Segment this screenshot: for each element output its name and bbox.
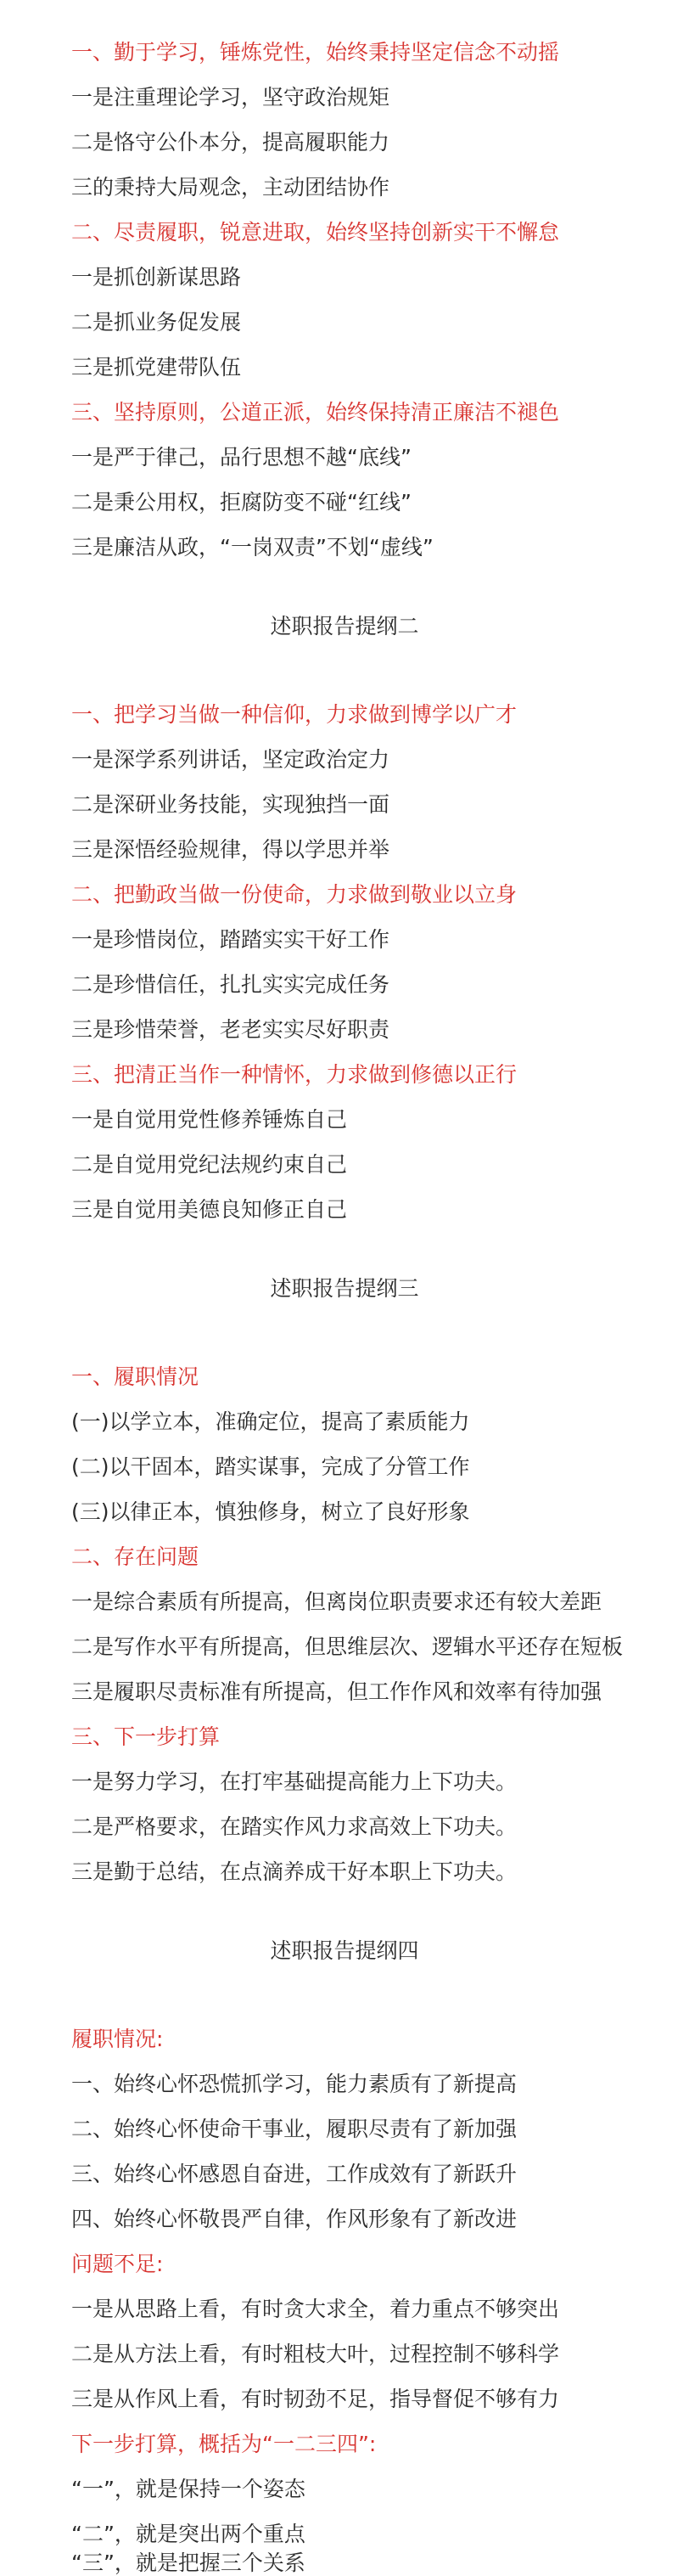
outline-2-title: 述职报告提纲二 (270, 614, 419, 638)
outline-2-heading-2: 二、把勤政当做一份使命，力求做到敬业以立身 (71, 882, 518, 907)
outline-4-item: “三”，就是把握三个关系 (71, 2551, 305, 2575)
outline-2-item: 二是深研业务技能，实现独挡一面 (71, 792, 390, 817)
outline-1-item: 三是廉洁从政，“一岗双责”不划“虚线” (71, 535, 434, 560)
outline-3-item: 一是努力学习，在打牢基础提高能力上下功夫。 (71, 1769, 518, 1794)
outline-3-item: 一是综合素质有所提高，但离岗位职责要求还有较大差距 (71, 1589, 602, 1614)
outline-3-heading-3: 三、下一步打算 (71, 1724, 221, 1749)
outline-2-heading-1: 一、把学习当做一种信仰，力求做到博学以广才 (71, 702, 518, 727)
outline-3-item: 三是勤于总结，在点滴养成干好本职上下功夫。 (71, 1859, 518, 1884)
outline-4-title: 述职报告提纲四 (270, 1938, 419, 1963)
outline-2-item: 一是深学系列讲话，坚定政治定力 (71, 747, 390, 772)
outline-3-heading-2: 二、存在问题 (71, 1544, 199, 1569)
outline-4-item: “一”，就是保持一个姿态 (71, 2477, 305, 2501)
outline-4-item: 一、始终心怀恐慌抓学习，能力素质有了新提高 (71, 2072, 518, 2096)
outline-2-item: 一是珍惜岗位，踏踏实实干好工作 (71, 927, 390, 952)
outline-3-item: 二是严格要求，在踏实作风力求高效上下功夫。 (71, 1814, 518, 1839)
outline-2-item: 二是自觉用党纪法规约束自己 (71, 1152, 348, 1177)
outline-3-item: (三)以律正本，慎独修身，树立了良好形象 (71, 1499, 470, 1524)
outline-1-heading-3: 三、坚持原则，公道正派，始终保持清正廉洁不褪色 (71, 400, 560, 425)
outline-1-item: 二是恪守公仆本分，提高履职能力 (71, 130, 390, 155)
outline-4-item: 四、始终心怀敬畏严自律，作风形象有了新改进 (71, 2207, 518, 2231)
outline-1-heading-1: 一、勤于学习，锤炼党性，始终秉持坚定信念不动摇 (71, 40, 560, 65)
outline-3-item: 三是履职尽责标准有所提高，但工作作风和效率有待加强 (71, 1679, 602, 1704)
outline-4-item: 三是从作风上看，有时韧劲不足，指导督促不够有力 (71, 2387, 560, 2411)
outline-3-title: 述职报告提纲三 (270, 1276, 419, 1301)
outline-2-item: 三是深悟经验规律，得以学思并举 (71, 837, 390, 862)
outline-4-item: “二”，就是突出两个重点 (71, 2522, 305, 2546)
outline-2-item: 二是珍惜信任，扎扎实实完成任务 (71, 972, 390, 997)
outline-1-item: 一是严于律己，品行思想不越“底线” (71, 445, 412, 470)
outline-2-item: 一是自觉用党性修养锤炼自己 (71, 1107, 348, 1132)
outline-2-item: 三是珍惜荣誉，老老实实尽好职责 (71, 1017, 390, 1042)
outline-4-item: 二、始终心怀使命干事业，履职尽责有了新加强 (71, 2117, 518, 2141)
outline-1-item: 三的秉持大局观念，主动团结协作 (71, 175, 390, 200)
outline-3-item: (二)以干固本，踏实谋事，完成了分管工作 (71, 1454, 470, 1479)
outline-2-item: 三是自觉用美德良知修正自己 (71, 1197, 348, 1222)
outline-3-item: 二是写作水平有所提高，但思维层次、逻辑水平还存在短板 (71, 1634, 624, 1659)
outline-4-item: 二是从方法上看，有时粗枝大叶，过程控制不够科学 (71, 2342, 560, 2366)
outline-1-item: 二是抓业务促发展 (71, 310, 242, 335)
outline-1-item: 二是秉公用权，拒腐防变不碰“红线” (71, 490, 412, 515)
outline-1-item: 一是注重理论学习，坚守政治规矩 (71, 85, 390, 110)
outline-4-heading-1: 履职情况: (71, 2027, 164, 2051)
outline-4-item: 三、始终心怀感恩自奋进，工作成效有了新跃升 (71, 2162, 518, 2186)
outline-1-item: 一是抓创新谋思路 (71, 265, 242, 290)
outline-1-heading-2: 二、尽责履职，锐意进取，始终坚持创新实干不懈怠 (71, 220, 560, 245)
outline-3-item: (一)以学立本，准确定位，提高了素质能力 (71, 1409, 470, 1434)
outline-3-heading-1: 一、履职情况 (71, 1364, 199, 1389)
outline-4-item: 一是从思路上看，有时贪大求全，着力重点不够突出 (71, 2297, 560, 2321)
outline-2-heading-3: 三、把清正当作一种情怀，力求做到修德以正行 (71, 1062, 518, 1087)
outline-1-item: 三是抓党建带队伍 (71, 355, 242, 380)
outline-4-heading-3: 下一步打算，概括为“一二三四”: (71, 2432, 377, 2456)
outline-4-heading-2: 问题不足: (71, 2252, 164, 2276)
